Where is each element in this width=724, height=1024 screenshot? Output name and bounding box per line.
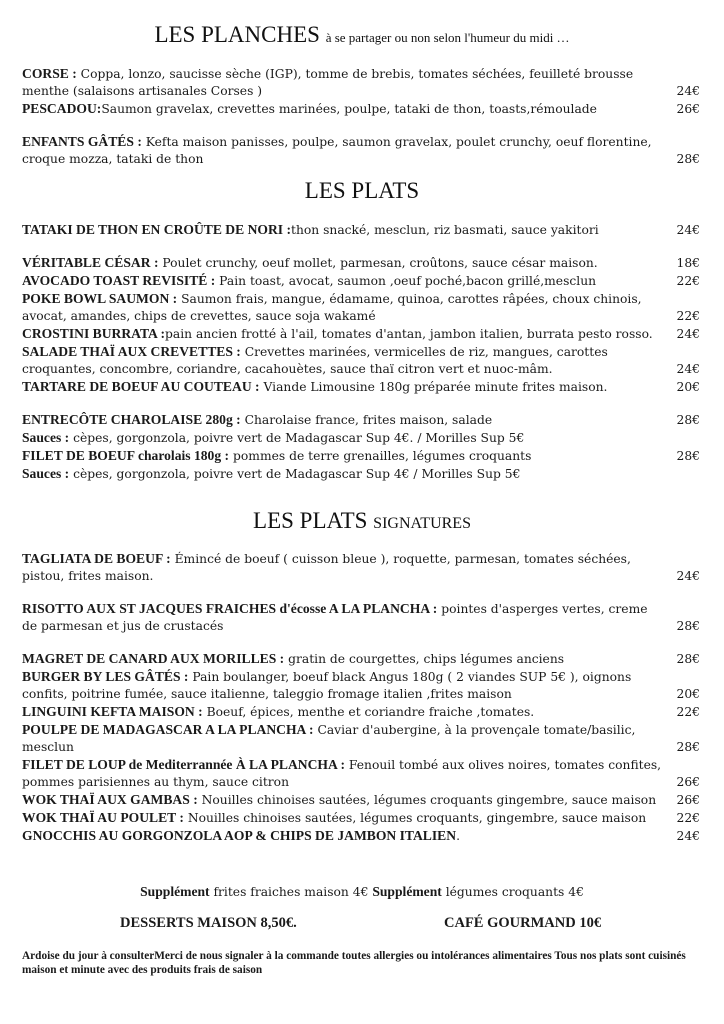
menu-item-price: 28€	[676, 740, 700, 754]
menu-item-name: FILET DE BOEUF charolais 180g :	[22, 448, 230, 463]
menu-item	[22, 650, 700, 668]
signatures-list	[22, 550, 700, 845]
menu-item-text	[22, 668, 662, 703]
menu-item-text	[22, 343, 662, 378]
menu-item-price: 22€	[676, 811, 700, 825]
menu-item-text	[22, 721, 662, 756]
menu-item-price: 28€	[676, 449, 700, 463]
menu-item-text	[22, 254, 662, 272]
menu-item-description: Pain boulanger, boeuf black Angus 180g ( 2 viandes SUP 5€ ), oignons confits, poitrine fumée, sauce italienne, taleggio fromage italien ,frites maison	[22, 670, 632, 701]
menu-item-text	[22, 447, 662, 465]
menu-item-price: 22€	[676, 309, 700, 323]
supplement-vegetables: légumes croquants 4€	[441, 885, 584, 899]
menu-item	[22, 703, 700, 721]
menu-item	[22, 429, 700, 447]
menu-item-name: CROSTINI BURRATA :	[22, 326, 166, 341]
menu-item-description: cèpes, gorgonzola, poivre vert de Madagascar Sup 4€. / Morilles Sup 5€	[69, 431, 525, 445]
menu-item-name: RISOTTO AUX ST JACQUES FRAICHES d'écosse A LA PLANCHA :	[22, 601, 438, 616]
menu-item-name: AVOCADO TOAST REVISITÉ :	[22, 273, 216, 288]
menu-item-description: pommes de terre grenailles, légumes croquants	[229, 449, 532, 463]
menu-item-description: Pain toast, avocat, saumon ,oeuf poché,bacon grillé,mesclun	[215, 274, 597, 288]
menu-item	[22, 721, 700, 756]
menu-item-name: TATAKI DE THON EN CROÛTE DE NORI :	[22, 222, 292, 237]
menu-item	[22, 378, 700, 396]
menu-item-name: TARTARE DE BOEUF AU COUTEAU :	[22, 379, 260, 394]
menu-item	[22, 447, 700, 465]
menu-item-description: Nouilles chinoises sautées, légumes croquants, gingembre, sauce maison	[183, 811, 647, 825]
menu-item-description: cèpes, gorgonzola, poivre vert de Madagascar Sup 4€ / Morilles Sup 5€	[69, 467, 521, 481]
menu-item-price: 26€	[676, 793, 700, 807]
menu-item-name: POKE BOWL SAUMON :	[22, 291, 178, 306]
menu-item-price: 24€	[676, 569, 700, 583]
menu-item-name: WOK THAÏ AUX GAMBAS :	[22, 792, 198, 807]
menu-item	[22, 325, 700, 343]
planches-heading	[0, 22, 724, 48]
menu-item-text	[22, 650, 662, 668]
menu-item-text	[22, 100, 662, 118]
menu-item	[22, 756, 700, 791]
menu-item-name: BURGER BY LES GÂTÉS :	[22, 669, 189, 684]
menu-item-description: Viande Limousine 180g préparée minute frites maison.	[259, 380, 608, 394]
menu-item-name: ENFANTS GÂTÉS :	[22, 134, 142, 149]
menu-item-description: Fenouil tombé aux olives noires, tomates confites, pommes parisiennes au thym, sauce citron	[22, 758, 662, 789]
menu-item-description: Boeuf, épices, menthe et coriandre fraiche ,tomates.	[202, 705, 535, 719]
menu-item-price: 26€	[676, 102, 700, 116]
menu-item-description: Kefta maison panisses, poulpe, saumon gravelax, poulet crunchy, oeuf florentine, croque mozza, tataki de thon	[22, 135, 652, 166]
menu-item	[22, 221, 700, 239]
planches-title: LES PLANCHES	[154, 22, 320, 47]
menu-item-text	[22, 221, 662, 239]
menu-item-description: Nouilles chinoises sautées, légumes croquants gingembre, sauce maison	[197, 793, 657, 807]
desserts: DESSERTS MAISON 8,50€.	[120, 915, 297, 931]
menu-item-text	[22, 756, 662, 791]
signatures-heading	[0, 508, 724, 534]
menu-item-price: 26€	[676, 775, 700, 789]
menu-item	[22, 465, 700, 483]
menu-item-description: Saumon gravelax, crevettes marinées, poulpe, tataki de thon, toasts,rémoulade	[101, 102, 597, 116]
footer-note: Ardoise du jour à consulterMerci de nous signaler à la commande toutes allergies ou intolérances alimentaires Tous nos plats sont cuisinés maison et minute avec des produits frais de saison	[22, 950, 686, 976]
menu-item-price: 24€	[676, 327, 700, 341]
menu-item-text	[22, 411, 662, 429]
menu-item	[22, 100, 700, 118]
menu-item-text	[22, 133, 662, 168]
menu-item-text	[22, 65, 662, 100]
menu-item	[22, 133, 700, 168]
menu-item-name: FILET DE LOUP de Mediterrannée À LA PLANCHA :	[22, 757, 345, 772]
menu-item-description: Saumon frais, mangue, édamame, quinoa, carottes râpées, choux chinois, avocat, amandes, chips de crevettes, sauce soja wakamé	[22, 292, 642, 323]
menu-item-name: TAGLIATA DE BOEUF :	[22, 551, 171, 566]
menu-item-text	[22, 827, 662, 845]
menu-item-description: Émincé de boeuf ( cuisson bleue ), roquette, parmesan, tomates séchées, pistou, frites maison.	[22, 552, 631, 583]
menu-item	[22, 272, 700, 290]
menu-item-description: pointes d'asperges vertes, creme de parmesan et jus de crustacés	[22, 602, 648, 633]
supplement-fries: frites fraiches maison 4€	[209, 885, 373, 899]
menu-item-price: 28€	[676, 413, 700, 427]
supplement-label: Supplément	[140, 884, 210, 899]
menu-item-name: Sauces :	[22, 430, 70, 445]
menu-item-text	[22, 272, 662, 290]
menu-item-text	[22, 290, 662, 325]
menu-item	[22, 600, 700, 635]
menu-item-description: Crevettes marinées, vermicelles de riz, mangues, carottes croquantes, concombre, coriandre, cacahouètes, sauce thaï citron vert et nuoc-mâm.	[22, 345, 608, 376]
supplements	[0, 884, 724, 900]
menu-item	[22, 65, 700, 100]
menu-item-text	[22, 703, 662, 721]
planches-subtitle: à se partager ou non selon l'humeur du midi …	[325, 30, 570, 45]
menu-item-text	[22, 550, 662, 585]
supplement-label: Supplément	[372, 884, 442, 899]
menu-item	[22, 809, 700, 827]
menu-item-price: 18€	[676, 256, 700, 270]
menu-item-description: Poulet crunchy, oeuf mollet, parmesan, croûtons, sauce césar maison.	[158, 256, 598, 270]
plats-title: LES PLATS	[304, 178, 420, 203]
menu-item-text	[22, 429, 662, 447]
menu-item-name: LINGUINI KEFTA MAISON :	[22, 704, 203, 719]
menu-item	[22, 791, 700, 809]
menu-item-price: 22€	[676, 274, 700, 288]
menu-item-description: .	[456, 829, 460, 843]
menu-item-name: ENTRECÔTE CHAROLAISE 280g :	[22, 412, 241, 427]
menu-item-description: thon snacké, mesclun, riz basmati, sauce yakitori	[291, 223, 599, 237]
menu-item	[22, 411, 700, 429]
menu-item-description: Caviar d'aubergine, à la provençale tomate/basilic, mesclun	[22, 723, 636, 754]
menu-item-name: POULPE DE MADAGASCAR A LA PLANCHA :	[22, 722, 314, 737]
menu-item-name: CORSE :	[22, 66, 77, 81]
menu-item	[22, 343, 700, 378]
menu-item-text	[22, 325, 662, 343]
menu-item-description: Charolaise france, frites maison, salade	[240, 413, 493, 427]
planches-list	[22, 65, 700, 168]
menu-item-price: 28€	[676, 619, 700, 633]
menu-item-text	[22, 465, 662, 483]
menu-item-price: 24€	[676, 223, 700, 237]
menu-item-price: 20€	[676, 380, 700, 394]
menu-item-name: Sauces :	[22, 466, 70, 481]
menu-item-description: Coppa, lonzo, saucisse sèche (IGP), tomme de brebis, tomates séchées, feuilleté brousse menthe (salaisons artisanales Corses )	[22, 67, 634, 98]
cafe-gourmand: CAFÉ GOURMAND 10€	[444, 915, 602, 931]
menu-item	[22, 550, 700, 585]
menu-item-name: SALADE THAÏ AUX CREVETTES :	[22, 344, 241, 359]
menu-item-name: VÉRITABLE CÉSAR :	[22, 255, 159, 270]
menu-item-price: 22€	[676, 705, 700, 719]
menu-item-price: 28€	[676, 152, 700, 166]
menu-item-name: WOK THAÏ AU POULET :	[22, 810, 184, 825]
menu-item	[22, 290, 700, 325]
menu-item-price: 24€	[676, 362, 700, 376]
menu-item-text	[22, 809, 662, 827]
menu-item-name: PESCADOU:	[22, 101, 102, 116]
menu-item-price: 24€	[676, 84, 700, 98]
plats-list	[22, 221, 700, 483]
menu-item-price: 28€	[676, 652, 700, 666]
menu-item-price: 24€	[676, 829, 700, 843]
menu-item	[22, 254, 700, 272]
signatures-subtitle: SIGNATURES	[373, 515, 471, 532]
menu-item-price: 20€	[676, 687, 700, 701]
menu-item-text	[22, 600, 662, 635]
menu-item	[22, 827, 700, 845]
menu-item-text	[22, 378, 662, 396]
plats-heading	[0, 178, 724, 204]
menu-item-description: gratin de courgettes, chips légumes anciens	[284, 652, 565, 666]
signatures-title: LES PLATS	[253, 508, 368, 533]
menu-item-name: MAGRET DE CANARD AUX MORILLES :	[22, 651, 285, 666]
menu-item-name: GNOCCHIS AU GORGONZOLA AOP & CHIPS DE JAMBON ITALIEN	[22, 828, 457, 843]
menu-item-text	[22, 791, 662, 809]
menu-item	[22, 668, 700, 703]
menu-item-description: pain ancien frotté à l'ail, tomates d'antan, jambon italien, burrata pesto rosso.	[165, 327, 653, 341]
